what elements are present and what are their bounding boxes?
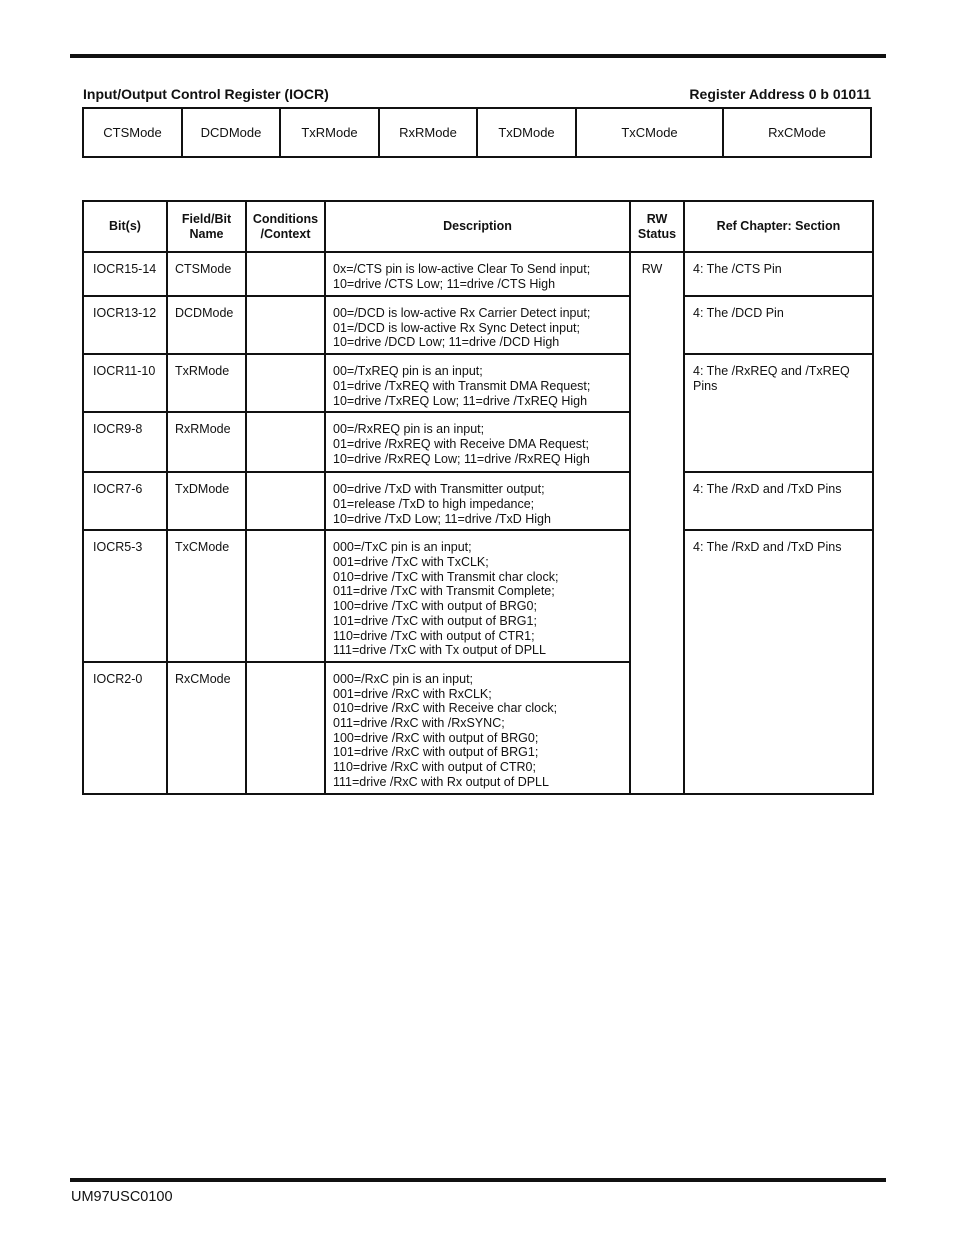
desc-line: 010=drive /RxC with Receive char clock; xyxy=(333,701,558,716)
row-ref: 4: The /CTS Pin xyxy=(684,252,873,296)
desc-line: 110=drive /TxC with output of CTR1; xyxy=(333,628,535,643)
footer-doc-id: UM97USC0100 xyxy=(71,1189,173,1205)
row-ref: 4: The /DCD Pin xyxy=(684,296,873,354)
desc-line: 10=drive /CTS Low; 11=drive /CTS High xyxy=(333,276,556,291)
header-ref-chapter: Ref Chapter: Section xyxy=(684,201,873,252)
row-ref: 4: The /RxD and /TxD Pins xyxy=(684,472,873,530)
row-bits: IOCR13-12 xyxy=(83,296,167,354)
desc-line: 011=drive /RxC with /RxSYNC; xyxy=(333,716,505,731)
desc-line: 0x=/CTS pin is low-active Clear To Send input; xyxy=(333,262,591,276)
register-address: Register Address 0 b 01011 xyxy=(689,86,871,102)
table-row xyxy=(83,472,873,530)
table-row xyxy=(83,530,873,662)
desc-line: 00=/RxREQ pin is an input; xyxy=(333,422,485,437)
table-row xyxy=(83,354,873,412)
row-description xyxy=(325,530,630,662)
row-conditions xyxy=(246,472,325,530)
row-description xyxy=(325,472,630,530)
row-conditions xyxy=(246,354,325,412)
row-ref: 4: The /RxD and /TxD Pins xyxy=(684,530,873,793)
row-description xyxy=(325,412,630,472)
desc-line: 110=drive /RxC with output of CTR0; xyxy=(333,760,536,775)
row-description xyxy=(325,252,630,296)
desc-line: 000=/TxC pin is an input; xyxy=(333,540,472,555)
desc-line: 01=release /TxD to high impedance; xyxy=(333,496,535,511)
row-description xyxy=(325,662,630,794)
field-cell-rxcmode: RxCMode xyxy=(768,125,826,140)
desc-line: 100=drive /TxC with output of BRG0; xyxy=(333,599,537,614)
row-bits: IOCR15-14 xyxy=(83,252,167,296)
desc-line: 001=drive /TxC with TxCLK; xyxy=(333,555,489,570)
desc-line: 101=drive /RxC with output of BRG1; xyxy=(333,745,539,760)
row-ref xyxy=(684,354,873,472)
header-field-name-line1: Field/Bit xyxy=(181,211,232,226)
rw-status: RW xyxy=(630,252,684,794)
header-conditions-line2: /Context xyxy=(260,226,311,241)
row-description xyxy=(325,296,630,354)
desc-line: 000=/RxC pin is an input; xyxy=(333,671,474,686)
field-cell-ctsmode: CTSMode xyxy=(84,109,183,156)
bottom-rule xyxy=(70,1178,886,1182)
field-cell-txcmode: TxCMode xyxy=(577,109,724,156)
row-bits: IOCR7-6 xyxy=(83,472,167,530)
row-field-name: TxRMode xyxy=(167,354,246,412)
register-description-table xyxy=(82,200,874,795)
header-description: Description xyxy=(325,201,630,252)
desc-line: 010=drive /TxC with Transmit char clock; xyxy=(333,569,559,584)
ref-line: 4: The /RxREQ and /TxREQ xyxy=(693,364,850,379)
ref-line: Pins xyxy=(693,378,718,393)
row-bits: IOCR11-10 xyxy=(83,354,167,412)
field-cell-rxrmode: RxRMode xyxy=(380,109,478,156)
field-cell-txdmode: TxDMode xyxy=(478,109,577,156)
row-field-name: CTSMode xyxy=(167,252,246,296)
header-rw-status xyxy=(630,201,684,252)
desc-line: 10=drive /TxD Low; 11=drive /TxD High xyxy=(333,511,551,526)
desc-line: 011=drive /TxC with Transmit Complete; xyxy=(333,584,555,599)
header-conditions-line1: Conditions xyxy=(252,211,319,226)
field-cell-dcdmode: DCDMode xyxy=(183,109,281,156)
row-field-name: DCDMode xyxy=(167,296,246,354)
row-conditions xyxy=(246,662,325,794)
desc-line: 100=drive /RxC with output of BRG0; xyxy=(333,730,539,745)
desc-line: 00=/TxREQ pin is an input; xyxy=(333,364,483,379)
row-conditions xyxy=(246,296,325,354)
header-rw-line2: Status xyxy=(637,226,677,241)
row-field-name: TxDMode xyxy=(167,472,246,530)
header-bits: Bit(s) xyxy=(83,201,167,252)
top-rule xyxy=(70,54,886,58)
desc-line: 10=drive /TxREQ Low; 11=drive /TxREQ High xyxy=(333,393,588,408)
row-conditions xyxy=(246,530,325,662)
desc-line: 001=drive /RxC with RxCLK; xyxy=(333,686,492,701)
register-title: Input/Output Control Register (IOCR) xyxy=(83,86,329,102)
desc-line: 10=drive /DCD Low; 11=drive /DCD High xyxy=(333,335,560,350)
desc-line: 10=drive /RxREQ Low; 11=drive /RxREQ High xyxy=(333,451,590,466)
header-conditions xyxy=(246,201,325,252)
desc-line: 01=drive /TxREQ with Transmit DMA Request; xyxy=(333,378,591,393)
row-field-name: RxRMode xyxy=(167,412,246,472)
header-field-name-line2: Name xyxy=(189,226,224,241)
desc-line: 01=drive /RxREQ with Receive DMA Request; xyxy=(333,436,590,451)
desc-line: 01=/DCD is low-active Rx Sync Detect input; xyxy=(333,320,580,335)
desc-line: 111=drive /RxC with Rx output of DPLL xyxy=(333,774,549,789)
desc-line: 00=/DCD is low-active Rx Carrier Detect input; xyxy=(333,306,591,320)
desc-line: 101=drive /TxC with output of BRG1; xyxy=(333,613,537,628)
register-field-map xyxy=(82,107,872,158)
desc-line: 111=drive /TxC with Tx output of DPLL xyxy=(333,643,546,658)
row-description xyxy=(325,354,630,412)
row-conditions xyxy=(246,252,325,296)
row-field-name: RxCMode xyxy=(167,662,246,794)
desc-line: 00=drive /TxD with Transmitter output; xyxy=(333,482,545,497)
table-row xyxy=(83,252,873,296)
table-row xyxy=(83,296,873,354)
header-rw-line1: RW xyxy=(646,211,668,226)
row-conditions xyxy=(246,412,325,472)
header-field-name xyxy=(167,201,246,252)
field-cell-txrmode: TxRMode xyxy=(281,109,380,156)
table-header-row xyxy=(83,201,873,252)
row-bits: IOCR9-8 xyxy=(83,412,167,472)
row-bits: IOCR5-3 xyxy=(83,530,167,662)
row-field-name: TxCMode xyxy=(167,530,246,662)
row-bits: IOCR2-0 xyxy=(83,662,167,794)
